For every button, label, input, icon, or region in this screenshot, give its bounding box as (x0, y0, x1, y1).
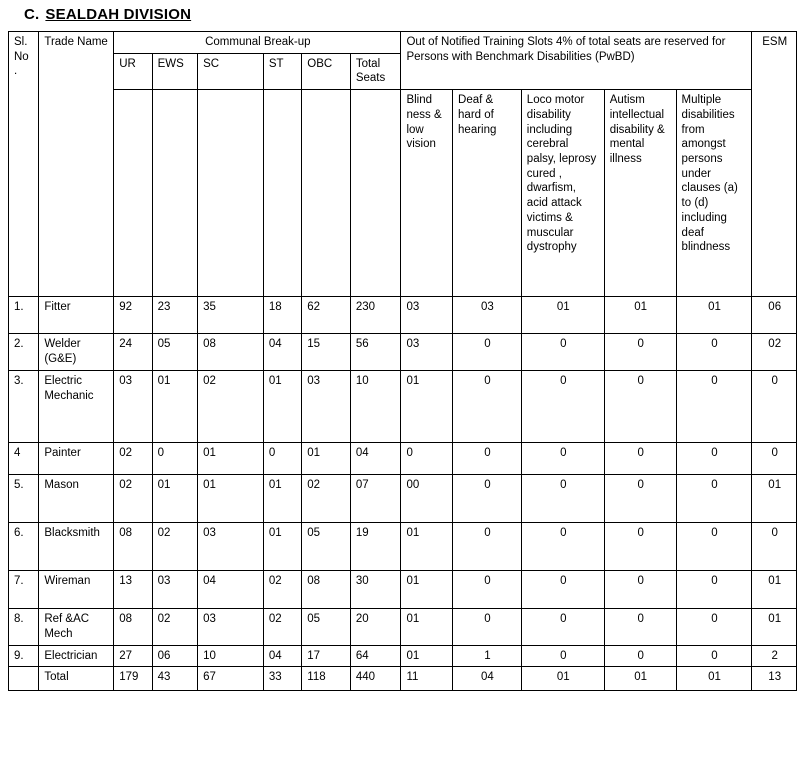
section-title: SEALDAH DIVISION (45, 6, 192, 23)
cell-multiple: 0 (676, 645, 752, 667)
cell-esm: 0 (752, 523, 797, 571)
header-spacer-ur (114, 90, 152, 297)
cell-sl: 2. (9, 334, 39, 371)
table-row (9, 443, 797, 475)
cell-trade: Painter (39, 443, 114, 475)
cell-autism: 0 (604, 523, 676, 571)
cell-st: 04 (263, 334, 301, 371)
cell-ews: 06 (152, 645, 198, 667)
cell-autism: 0 (604, 443, 676, 475)
header-autism: Autism intellectual disability & mental illness (604, 90, 676, 297)
cell-sc: 03 (198, 609, 264, 645)
cell-obc-total: 118 (302, 667, 351, 691)
cell-sc: 10 (198, 645, 264, 667)
cell-multiple: 0 (676, 475, 752, 523)
vacancy-table (8, 31, 797, 691)
cell-blind: 01 (401, 371, 453, 443)
cell-ur: 03 (114, 371, 152, 443)
cell-obc: 05 (302, 523, 351, 571)
cell-total: 64 (350, 645, 401, 667)
header-trade-name: Trade Name (39, 32, 114, 297)
cell-total: 56 (350, 334, 401, 371)
cell-deaf: 0 (453, 571, 522, 609)
cell-total-seats-total: 440 (350, 667, 401, 691)
cell-sc: 08 (198, 334, 264, 371)
table-total-row (9, 667, 797, 691)
header-spacer-sc (198, 90, 264, 297)
cell-obc: 08 (302, 571, 351, 609)
header-esm: ESM (752, 32, 797, 297)
cell-deaf: 0 (453, 443, 522, 475)
cell-deaf: 0 (453, 475, 522, 523)
header-ur: UR (114, 53, 152, 89)
header-sl-no: Sl. No . (9, 32, 39, 297)
cell-ews: 23 (152, 297, 198, 334)
cell-trade: Blacksmith (39, 523, 114, 571)
table-row (9, 371, 797, 443)
cell-st: 01 (263, 475, 301, 523)
cell-ur: 24 (114, 334, 152, 371)
cell-autism: 0 (604, 371, 676, 443)
cell-deaf: 0 (453, 371, 522, 443)
cell-ur: 13 (114, 571, 152, 609)
cell-total: 07 (350, 475, 401, 523)
cell-deaf: 0 (453, 609, 522, 645)
cell-ur: 02 (114, 443, 152, 475)
header-st: ST (263, 53, 301, 89)
cell-ews: 01 (152, 371, 198, 443)
cell-sc: 01 (198, 475, 264, 523)
cell-multiple: 0 (676, 334, 752, 371)
cell-trade: Fitter (39, 297, 114, 334)
header-total-seats: Total Seats (350, 53, 401, 89)
cell-multiple: 0 (676, 523, 752, 571)
cell-total: 04 (350, 443, 401, 475)
cell-ur: 02 (114, 475, 152, 523)
cell-sl: 1. (9, 297, 39, 334)
cell-obc: 17 (302, 645, 351, 667)
cell-loco: 0 (521, 443, 604, 475)
cell-ur: 08 (114, 523, 152, 571)
cell-loco: 0 (521, 334, 604, 371)
cell-esm-total: 13 (752, 667, 797, 691)
cell-multiple: 0 (676, 443, 752, 475)
section-label: C. (24, 6, 40, 23)
cell-multiple-total: 01 (676, 667, 752, 691)
table-header-row-1 (9, 32, 797, 54)
cell-sl: 7. (9, 571, 39, 609)
cell-sc: 03 (198, 523, 264, 571)
cell-blind: 03 (401, 297, 453, 334)
cell-obc: 05 (302, 609, 351, 645)
header-pwbd: Out of Notified Training Slots 4% of total seats are reserved for Persons with Benchmark Disabilities (PwBD) (401, 32, 752, 90)
cell-esm: 01 (752, 609, 797, 645)
cell-blind: 01 (401, 645, 453, 667)
cell-autism: 0 (604, 645, 676, 667)
cell-sc: 01 (198, 443, 264, 475)
header-ews: EWS (152, 53, 198, 89)
header-loco-motor: Loco motor disability including cerebral palsy, leprosy cured , dwarfism, acid attack victims & muscular dystrophy (521, 90, 604, 297)
cell-autism: 0 (604, 334, 676, 371)
cell-ews: 0 (152, 443, 198, 475)
cell-blind: 00 (401, 475, 453, 523)
cell-trade: Electrician (39, 645, 114, 667)
cell-sc: 35 (198, 297, 264, 334)
cell-blind: 03 (401, 334, 453, 371)
cell-total: 10 (350, 371, 401, 443)
cell-loco: 0 (521, 475, 604, 523)
cell-st: 02 (263, 609, 301, 645)
header-communal-breakup: Communal Break-up (114, 32, 401, 54)
cell-ur: 08 (114, 609, 152, 645)
cell-trade: Mason (39, 475, 114, 523)
table-row (9, 571, 797, 609)
cell-esm: 01 (752, 475, 797, 523)
header-spacer-total (350, 90, 401, 297)
cell-loco: 01 (521, 297, 604, 334)
cell-ews: 02 (152, 609, 198, 645)
header-sc: SC (198, 53, 264, 89)
cell-st: 01 (263, 371, 301, 443)
header-spacer-st (263, 90, 301, 297)
cell-deaf: 1 (453, 645, 522, 667)
cell-esm: 01 (752, 571, 797, 609)
cell-multiple: 0 (676, 571, 752, 609)
cell-obc: 01 (302, 443, 351, 475)
table-header-row-3 (9, 90, 797, 297)
cell-deaf-total: 04 (453, 667, 522, 691)
cell-sl: 3. (9, 371, 39, 443)
cell-esm: 2 (752, 645, 797, 667)
cell-ews: 03 (152, 571, 198, 609)
table-row (9, 334, 797, 371)
header-obc: OBC (302, 53, 351, 89)
cell-total: 20 (350, 609, 401, 645)
table-row (9, 475, 797, 523)
cell-multiple: 01 (676, 297, 752, 334)
cell-obc: 02 (302, 475, 351, 523)
cell-deaf: 03 (453, 297, 522, 334)
cell-total: 19 (350, 523, 401, 571)
cell-st: 01 (263, 523, 301, 571)
cell-sl: 5. (9, 475, 39, 523)
cell-esm: 02 (752, 334, 797, 371)
cell-st: 18 (263, 297, 301, 334)
cell-sc: 04 (198, 571, 264, 609)
cell-st: 02 (263, 571, 301, 609)
cell-sl (9, 667, 39, 691)
cell-ews: 01 (152, 475, 198, 523)
cell-sl: 6. (9, 523, 39, 571)
cell-trade: Ref &AC Mech (39, 609, 114, 645)
cell-blind: 01 (401, 609, 453, 645)
cell-st: 04 (263, 645, 301, 667)
header-multiple-disabilities: Multiple disabilities from amongst persons under clauses (a) to (d) including deaf blindness (676, 90, 752, 297)
cell-sc-total: 67 (198, 667, 264, 691)
cell-st: 0 (263, 443, 301, 475)
cell-sc: 02 (198, 371, 264, 443)
cell-loco: 0 (521, 371, 604, 443)
cell-autism: 0 (604, 571, 676, 609)
cell-st-total: 33 (263, 667, 301, 691)
table-row (9, 645, 797, 667)
header-blindness: Blind ness & low vision (401, 90, 453, 297)
cell-total: 30 (350, 571, 401, 609)
cell-ur-total: 179 (114, 667, 152, 691)
cell-trade: Welder (G&E) (39, 334, 114, 371)
header-deaf: Deaf & hard of hearing (453, 90, 522, 297)
cell-total: 230 (350, 297, 401, 334)
header-spacer-obc (302, 90, 351, 297)
cell-esm: 0 (752, 443, 797, 475)
cell-deaf: 0 (453, 334, 522, 371)
table-row (9, 523, 797, 571)
cell-multiple: 0 (676, 609, 752, 645)
cell-autism-total: 01 (604, 667, 676, 691)
cell-blind-total: 11 (401, 667, 453, 691)
table-row (9, 297, 797, 334)
cell-blind: 0 (401, 443, 453, 475)
cell-ews: 02 (152, 523, 198, 571)
cell-multiple: 0 (676, 371, 752, 443)
cell-sl: 8. (9, 609, 39, 645)
cell-loco: 0 (521, 609, 604, 645)
header-spacer-ews (152, 90, 198, 297)
cell-ur: 27 (114, 645, 152, 667)
cell-ews: 05 (152, 334, 198, 371)
cell-loco: 0 (521, 645, 604, 667)
cell-autism: 01 (604, 297, 676, 334)
cell-sl: 4 (9, 443, 39, 475)
table-row (9, 609, 797, 645)
cell-loco: 0 (521, 571, 604, 609)
cell-blind: 01 (401, 571, 453, 609)
cell-loco-total: 01 (521, 667, 604, 691)
cell-ews-total: 43 (152, 667, 198, 691)
cell-trade: Electric Mechanic (39, 371, 114, 443)
cell-esm: 06 (752, 297, 797, 334)
cell-autism: 0 (604, 609, 676, 645)
cell-ur: 92 (114, 297, 152, 334)
cell-autism: 0 (604, 475, 676, 523)
cell-esm: 0 (752, 371, 797, 443)
cell-obc: 62 (302, 297, 351, 334)
cell-sl: 9. (9, 645, 39, 667)
cell-obc: 15 (302, 334, 351, 371)
cell-blind: 01 (401, 523, 453, 571)
cell-trade-total-label: Total (39, 667, 114, 691)
cell-trade: Wireman (39, 571, 114, 609)
cell-loco: 0 (521, 523, 604, 571)
cell-obc: 03 (302, 371, 351, 443)
cell-deaf: 0 (453, 523, 522, 571)
section-heading (0, 0, 805, 31)
